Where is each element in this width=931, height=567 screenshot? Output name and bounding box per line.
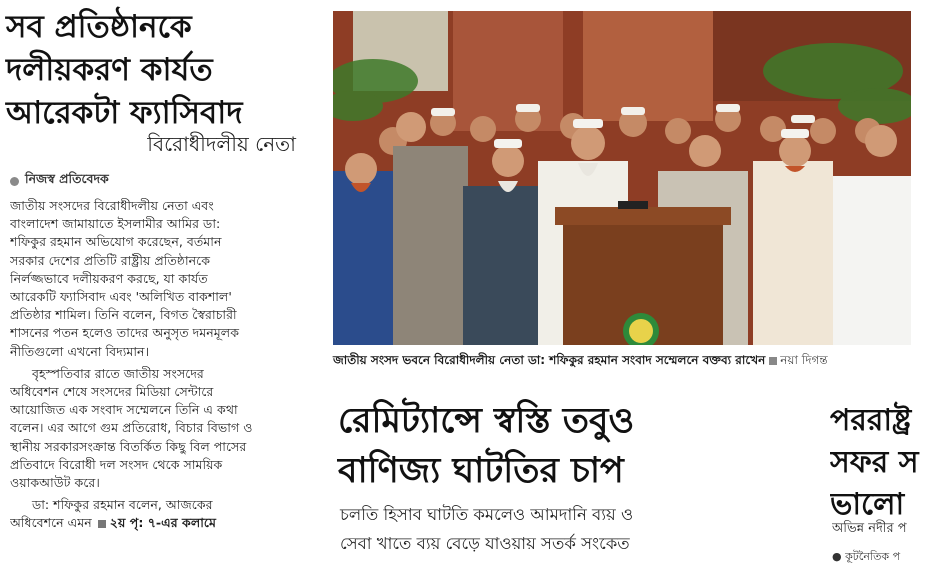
press-conference-illustration [333,11,911,345]
body-line: ডা: শফিকুর রহমান বলেন, আজকের [32,497,213,513]
body-line: প্রতিবাদে বিরোধী দল সংসদ থেকে সাময়িক [10,456,223,472]
jump-marker-icon [98,520,106,528]
photo-caption [333,352,923,372]
body-line-lead: অধিবেশনে এমন [10,515,92,531]
body-line: আয়োজিত এক সংবাদ সম্মেলনে তিনি এ কথা [10,402,238,418]
middle-subhead [340,500,790,558]
body-line: বলেন। এর আগে গুম প্রতিরোধ, বিচার বিভাগ ও [10,420,253,436]
middle-headline-line: বাণিজ্য ঘাটতির চাপ [338,450,624,491]
right-subhead: অভিন্ন নদীর প [832,521,907,536]
continued-on-link[interactable]: ২য় পৃ: ৭-এর কলামে [109,515,216,531]
caption-text: জাতীয় সংসদ ভবনে বিরোধীদলীয় নেতা ডা: শফিকুর রহমান সংবাদ সম্মেলনে বক্তব্য রাখেন [333,353,766,367]
body-line: বাংলাদেশ জামায়াতে ইসলামীর আমির ডা: [10,216,221,232]
body-line: নির্লজ্জভাবে দলীয়করণ করছে, যা কার্যত [10,270,208,286]
body-line: নীতিগুলো এখনো বিদ্যমান। [10,343,150,359]
body-paragraph [10,197,296,361]
left-subhead: বিরোধীদলীয় নেতা [147,132,296,156]
body-line: প্রতিষ্ঠার শামিল। তিনি বলেন, বিগত স্বৈরাচারী [10,307,237,323]
right-headline-line: পররাষ্ট্র [830,403,912,438]
bullet-icon [10,177,19,186]
middle-subhead-line: সেবা খাতে ব্যয় বেড়ে যাওয়ায় সতর্ক সংকেত [340,534,630,553]
body-last-line [10,514,296,532]
left-headline-line: সব প্রতিষ্ঠানকে [6,9,192,45]
byline-text: নিজস্ব প্রতিবেদক [25,171,109,186]
body-line: সরকার দেশের প্রতিটি রাষ্ট্রীয় প্রতিষ্ঠানকে [10,252,211,268]
body-line: স্থানীয় সরকারসংক্রান্ত বিতর্কিত কিছু বিল পাসের [10,438,247,454]
body-line: বৃহস্পতিবার রাতে জাতীয় সংসদের [32,365,204,381]
body-line: জাতীয় সংসদের বিরোধীদলীয় নেতা এবং [10,198,214,213]
body-line: আরেকটি ফ্যাসিবাদ এবং 'অলিখিত বাকশাল' [10,289,232,305]
middle-headline [338,396,788,496]
right-byline: ● কূটনৈতিক প [832,550,901,563]
body-line: শাসনের পতন হলেও তাদের অনুসৃত দমনমূলক [10,325,239,341]
right-headline-line: সফর স [830,445,919,480]
body-paragraph [10,365,296,492]
middle-subhead-line: চলতি হিসাব ঘাটতি কমলেও আমদানি ব্যয় ও [340,505,634,524]
caption-marker-icon [769,357,777,365]
middle-headline-line: রেমিট্যান্সে স্বস্তি তবুও [338,400,635,441]
press-conference-photo [333,11,911,345]
body-line: শফিকুর রহমান অভিযোগ করেছেন, বর্তমান [10,234,222,250]
left-headline-line: আরেকটা ফ্যাসিবাদ [6,95,243,131]
left-byline [10,171,109,191]
left-headline [6,6,306,135]
body-line: ওয়াকআউট করে। [10,475,100,491]
photo-source: নয়া দিগন্ত [780,353,828,367]
body-line: অধিবেশন শেষে সংসদের মিডিয়া সেন্টারে [10,384,214,400]
body-paragraph [10,496,296,532]
right-headline-line: ভালো [830,487,905,522]
left-body [10,197,296,537]
left-headline-line: দলীয়করণ কার্যত [6,52,213,88]
right-headline [830,400,931,526]
